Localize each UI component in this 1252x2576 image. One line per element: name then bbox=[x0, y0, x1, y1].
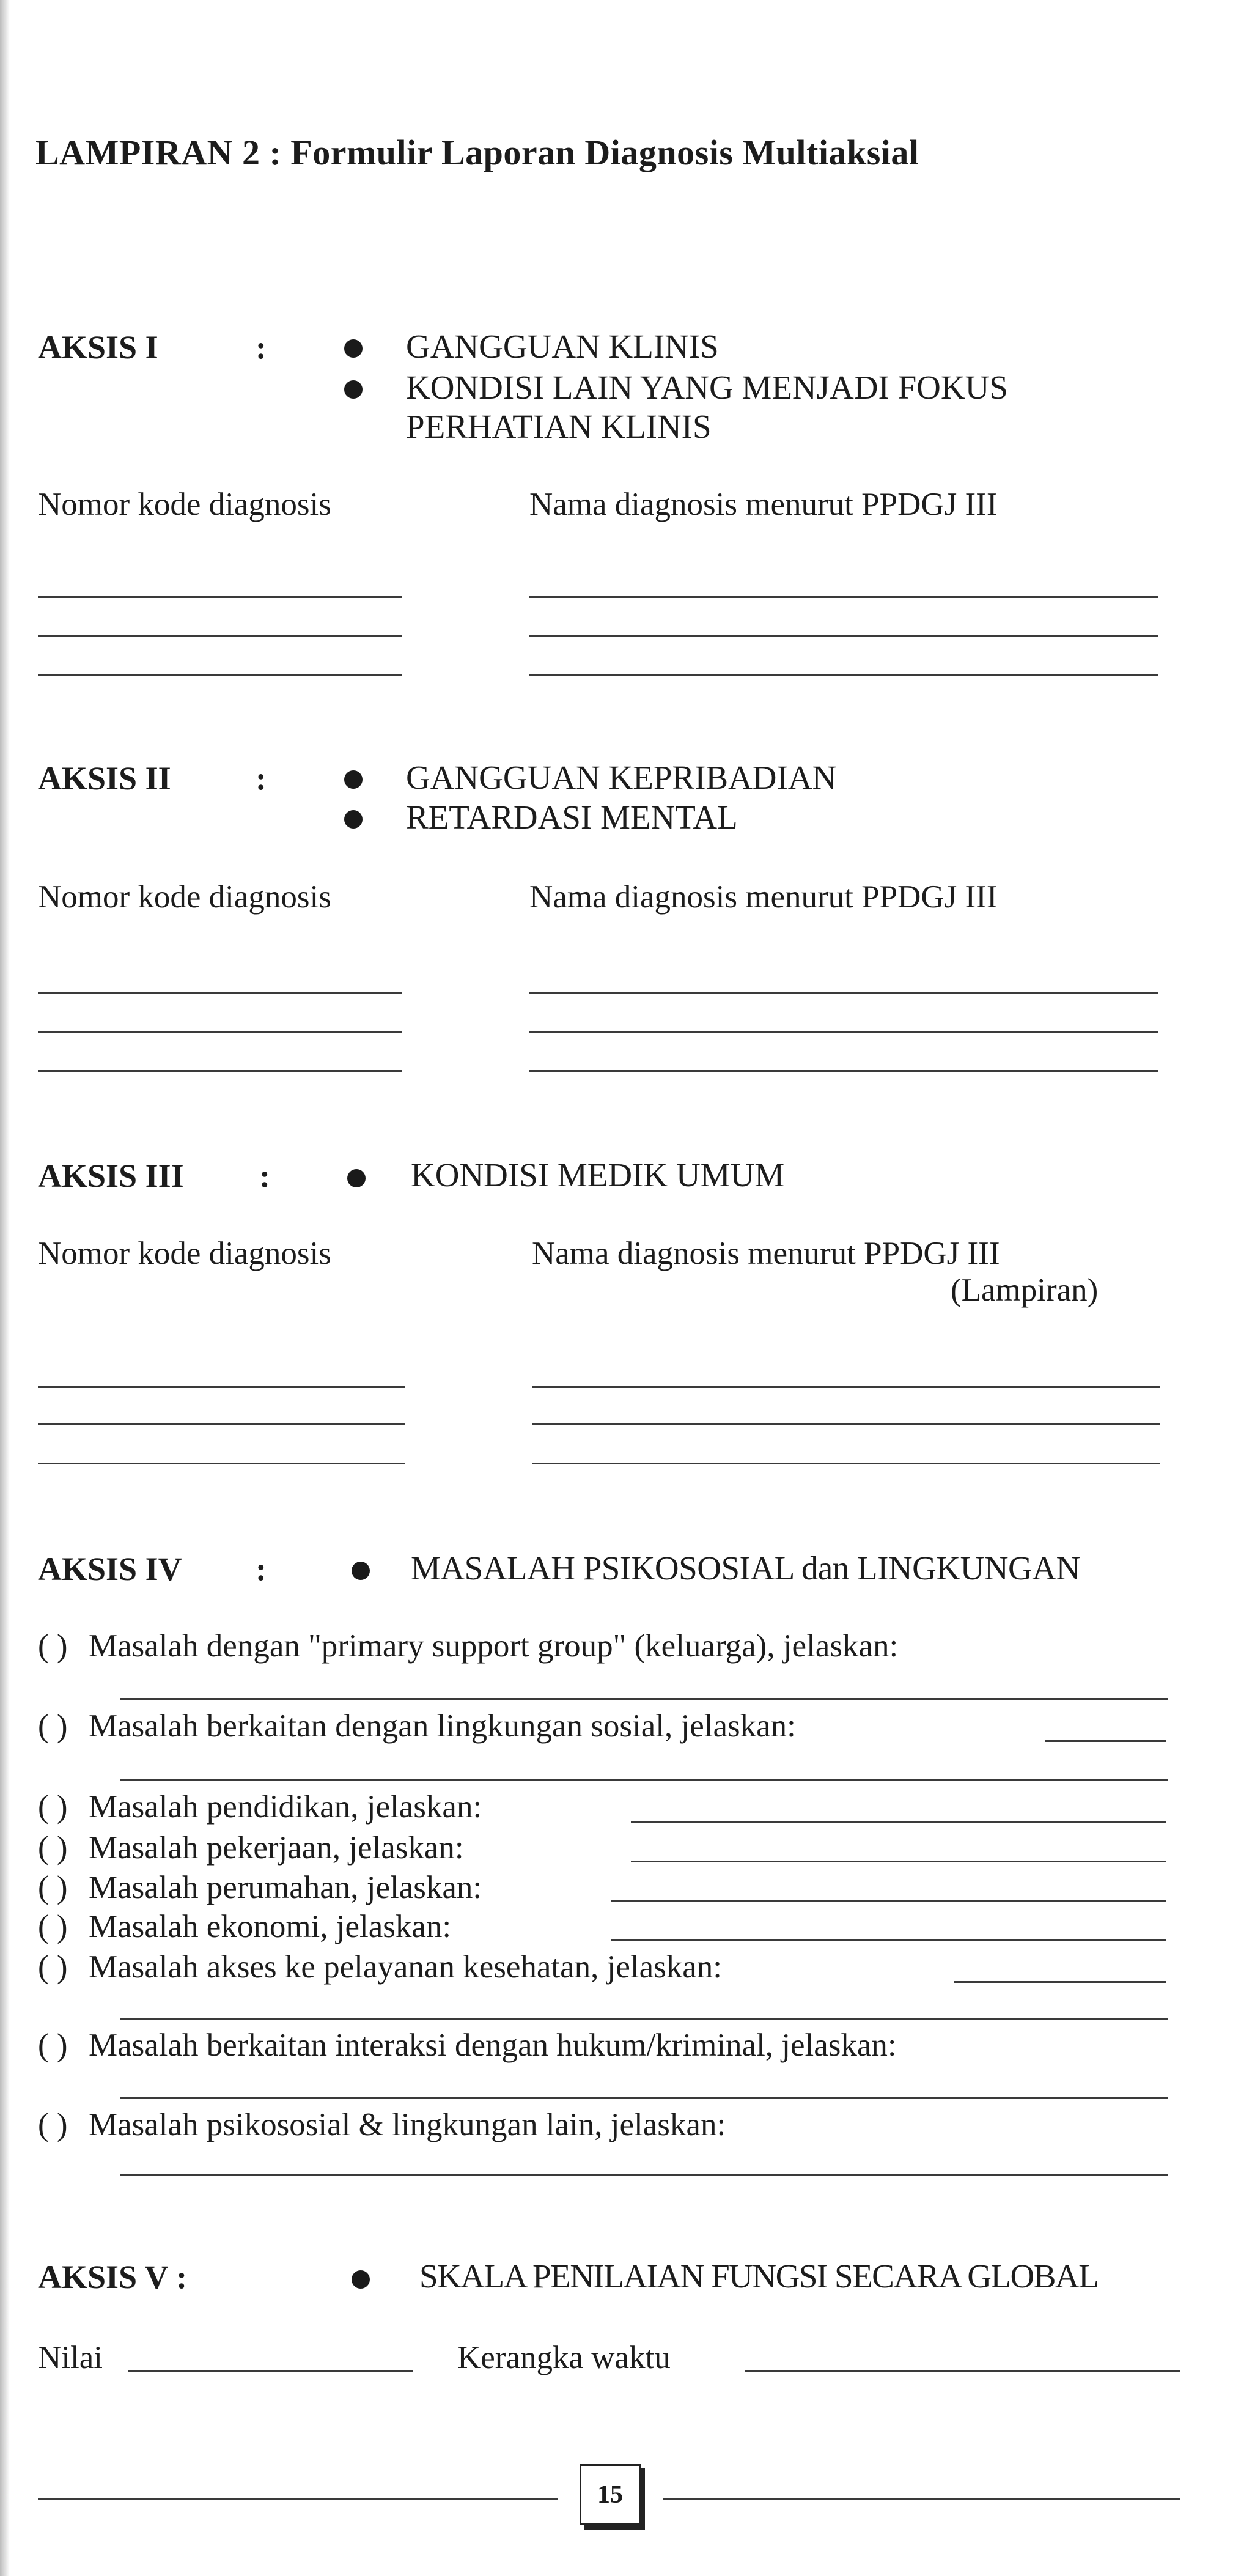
axis4-item-social-environment: Masalah berkaitan dengan lingkungan sosial, jelaskan: bbox=[89, 1708, 796, 1744]
axis4-label: AKSIS IV bbox=[38, 1551, 182, 1587]
axis1-item-other-conditions-cont: PERHATIAN KLINIS bbox=[406, 408, 712, 445]
axis3-name-field-1[interactable] bbox=[532, 1386, 1160, 1388]
axis1-col-code-header: Nomor kode diagnosis bbox=[38, 487, 331, 522]
axis2-name-field-3[interactable] bbox=[529, 1070, 1158, 1072]
axis5-timeframe-label: Kerangka waktu bbox=[457, 2340, 671, 2375]
axis1-code-field-1[interactable] bbox=[38, 596, 402, 598]
axis4-answer-education[interactable] bbox=[631, 1821, 1166, 1823]
checkbox[interactable]: ( ) bbox=[38, 1628, 68, 1664]
axis2-col-name-header: Nama diagnosis menurut PPDGJ III bbox=[529, 879, 998, 915]
axis2-item-personality-disorders: GANGGUAN KEPRIBADIAN bbox=[406, 759, 837, 796]
axis4-colon: : bbox=[256, 1551, 267, 1587]
axis3-name-field-2[interactable] bbox=[532, 1423, 1160, 1425]
axis4-item-legal: Masalah berkaitan interaksi dengan hukum/kriminal, jelaskan: bbox=[89, 2028, 897, 2063]
axis1-code-field-2[interactable] bbox=[38, 635, 402, 637]
axis2-name-field-1[interactable] bbox=[529, 992, 1158, 994]
axis4-answer-social-environment-2[interactable] bbox=[120, 1779, 1168, 1781]
bullet-icon bbox=[344, 810, 363, 829]
axis4-answer-social-environment[interactable] bbox=[1045, 1740, 1166, 1742]
axis4-item-housing: Masalah perumahan, jelaskan: bbox=[89, 1870, 482, 1905]
bullet-icon bbox=[344, 339, 363, 358]
bullet-icon bbox=[344, 770, 363, 789]
page-edge bbox=[0, 0, 10, 2576]
axis5-timeframe-field[interactable] bbox=[745, 2370, 1180, 2372]
axis4-item-education: Masalah pendidikan, jelaskan: bbox=[89, 1789, 482, 1825]
axis1-colon: : bbox=[256, 329, 267, 366]
axis4-answer-housing[interactable] bbox=[611, 1900, 1166, 1902]
bullet-icon bbox=[352, 1562, 370, 1580]
checkbox[interactable]: ( ) bbox=[38, 1708, 68, 1744]
axis3-col-code-header: Nomor kode diagnosis bbox=[38, 1236, 331, 1271]
axis4-item-health-access: Masalah akses ke pelayanan kesehatan, jelaskan: bbox=[89, 1949, 723, 1985]
axis2-name-field-2[interactable] bbox=[529, 1031, 1158, 1033]
axis1-label: AKSIS I bbox=[38, 329, 158, 366]
axis2-item-mental-retardation: RETARDASI MENTAL bbox=[406, 799, 738, 836]
axis1-item-clinical-disorders: GANGGUAN KLINIS bbox=[406, 328, 719, 365]
bullet-icon bbox=[347, 1169, 366, 1187]
axis2-code-field-1[interactable] bbox=[38, 992, 402, 994]
bullet-icon bbox=[344, 380, 363, 399]
checkbox[interactable]: ( ) bbox=[38, 2107, 68, 2142]
page-number bbox=[580, 2464, 641, 2525]
axis3-col-name-header: Nama diagnosis menurut PPDGJ III bbox=[532, 1236, 1000, 1271]
axis3-col-name-note: (Lampiran) bbox=[951, 1272, 1099, 1308]
document-title: LAMPIRAN 2 : Formulir Laporan Diagnosis Multiaksial bbox=[35, 133, 919, 172]
axis2-label: AKSIS II bbox=[38, 760, 171, 797]
axis1-col-name-header: Nama diagnosis menurut PPDGJ III bbox=[529, 487, 998, 522]
axis4-answer-legal[interactable] bbox=[120, 2097, 1168, 2099]
checkbox[interactable]: ( ) bbox=[38, 1909, 68, 1944]
footer-rule-right bbox=[663, 2498, 1180, 2500]
checkbox[interactable]: ( ) bbox=[38, 1830, 68, 1866]
axis3-label: AKSIS III bbox=[38, 1157, 184, 1194]
page-number-text: 15 bbox=[597, 2481, 623, 2509]
checkbox[interactable]: ( ) bbox=[38, 1789, 68, 1825]
axis5-value-label: Nilai bbox=[38, 2340, 103, 2375]
axis5-value-field[interactable] bbox=[128, 2370, 413, 2372]
axis4-item-other: Masalah psikososial & lingkungan lain, jelaskan: bbox=[89, 2107, 726, 2142]
axis2-col-code-header: Nomor kode diagnosis bbox=[38, 879, 331, 915]
axis4-item-occupation: Masalah pekerjaan, jelaskan: bbox=[89, 1830, 464, 1866]
axis1-item-other-conditions: KONDISI LAIN YANG MENJADI FOKUS bbox=[406, 369, 1008, 406]
axis1-code-field-3[interactable] bbox=[38, 674, 402, 676]
axis3-item-general-medical: KONDISI MEDIK UMUM bbox=[411, 1156, 785, 1194]
axis4-item-economic: Masalah ekonomi, jelaskan: bbox=[89, 1909, 452, 1944]
axis3-code-field-3[interactable] bbox=[38, 1463, 405, 1464]
axis1-name-field-1[interactable] bbox=[529, 596, 1158, 598]
axis4-answer-economic[interactable] bbox=[611, 1939, 1166, 1941]
axis4-answer-primary-support[interactable] bbox=[120, 1698, 1168, 1700]
axis5-label: AKSIS V : bbox=[38, 2259, 188, 2295]
axis4-answer-health-access[interactable] bbox=[954, 1981, 1166, 1983]
checkbox[interactable]: ( ) bbox=[38, 1870, 68, 1905]
axis4-item-primary-support: Masalah dengan "primary support group" (keluarga), jelaskan: bbox=[89, 1628, 899, 1664]
axis2-code-field-2[interactable] bbox=[38, 1031, 402, 1033]
axis1-name-field-3[interactable] bbox=[529, 674, 1158, 676]
axis2-code-field-3[interactable] bbox=[38, 1070, 402, 1072]
axis4-answer-other[interactable] bbox=[120, 2174, 1168, 2176]
axis3-name-field-3[interactable] bbox=[532, 1463, 1160, 1464]
axis2-colon: : bbox=[256, 760, 267, 797]
axis3-colon: : bbox=[259, 1157, 270, 1194]
axis4-heading: MASALAH PSIKOSOSIAL dan LINGKUNGAN bbox=[411, 1549, 1080, 1587]
axis1-name-field-2[interactable] bbox=[529, 635, 1158, 637]
axis4-answer-occupation[interactable] bbox=[631, 1861, 1166, 1862]
bullet-icon bbox=[352, 2270, 370, 2289]
footer-rule-left bbox=[38, 2498, 558, 2500]
axis4-answer-health-access-2[interactable] bbox=[120, 2018, 1168, 2020]
checkbox[interactable]: ( ) bbox=[38, 2028, 68, 2063]
axis3-code-field-1[interactable] bbox=[38, 1386, 405, 1388]
axis3-code-field-2[interactable] bbox=[38, 1423, 405, 1425]
axis5-heading: SKALA PENILAIAN FUNGSI SECARA GLOBAL bbox=[419, 2257, 1099, 2295]
checkbox[interactable]: ( ) bbox=[38, 1949, 68, 1985]
